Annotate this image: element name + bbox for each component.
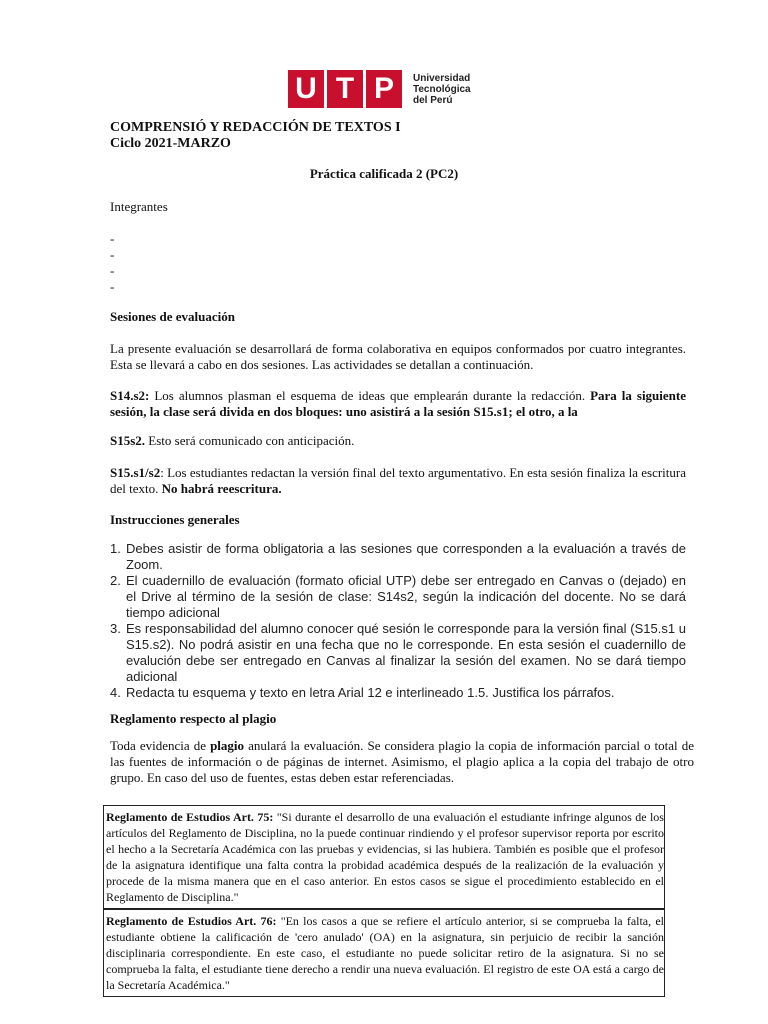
plagio-paragraph [110, 738, 694, 786]
integrante-bullet-1: - [110, 231, 115, 246]
article-75-text: "Si durante el desarrollo de una evaluación el estudiante infringe algunos de los artículos del Reglamento de Disciplina, no la puede continuar rindiendo y el profesor supervisor reporta por escrito el hecho a la Secretaría Académica con las pruebas y evidencias, si las hubiera. También es posible que el profesor de la asignatura identifique una falta contra la probidad académica después de la realización de la evaluación y procede de la misma manera que en el caso anterior. En estos casos se sigue el procedimiento establecido en el Reglamento de Disciplina." [106, 810, 664, 904]
sesiones-intro: La presente evaluación se desarrollará de forma colaborativa en equipos conformados por cuatro integrantes. Esta se llevará a cabo en dos sesiones. Las actividades se detallan a continuación. [110, 341, 686, 372]
integrante-bullet-2: - [110, 247, 115, 262]
logo-line-3: del Perú [413, 94, 453, 106]
logo-letter-t: T [327, 70, 363, 108]
article-76-text: "En los casos a que se refiere el artículo anterior, si se comprueba la falta, el estudiante obtiene la calificación de 'cero anulado' (OA) en la asignatura, sin perjuicio de recibir la sanción disciplinaria correspondiente. En este caso, el estudiante no puede solicitar retiro de la asignatura. Si no se comprueba la falta, el estudiante tiene derecho a rendir una nueva evaluación. El registro de este OA está a cargo de la Secretaría Académica." [106, 914, 664, 992]
logo-line-1: Universidad [413, 72, 471, 84]
session-s15-text: : Los estudiantes redactan la versión final del texto argumentativo. En esta sesión finaliza la escritura del texto. [110, 465, 686, 496]
instruction-number: 1. [110, 541, 121, 556]
logo-wordmark [413, 73, 471, 106]
session-s14 [110, 388, 686, 420]
plagio-heading: Reglamento respecto al plagio [110, 711, 277, 726]
logo-line-2: Tecnológica [413, 83, 471, 95]
article-76-box [103, 909, 665, 997]
session-s14-text: Los alumnos plasman el esquema de ideas que emplearán durante la redacción. [149, 388, 591, 403]
integrante-bullet-3: - [110, 263, 115, 278]
session-s15-code: S15.s1/s2 [110, 465, 161, 480]
session-s15-bold: No habrá reescritura. [161, 481, 282, 496]
session-s15s2 [110, 433, 354, 449]
session-s15s2-text: Esto será comunicado con anticipación. [145, 433, 355, 448]
session-s14-bold: Para la siguiente sesión, la clase será divida en dos bloques: uno asistirá a la sesión S15.s1; el otro, a la [110, 388, 687, 419]
instruction-number: 3. [110, 621, 121, 636]
plagio-pre: Toda evidencia de [110, 738, 211, 753]
instrucciones-list [110, 541, 686, 701]
logo-mark [288, 70, 405, 108]
session-s15s2-code: S15s2. [110, 433, 146, 448]
integrantes-label: Integrantes [110, 199, 168, 214]
utp-logo [288, 70, 471, 108]
instruction-item-2 [110, 573, 686, 621]
article-76-title: Reglamento de Estudios Art. 76: [106, 914, 277, 928]
article-75-box [103, 805, 665, 909]
instrucciones-heading: Instrucciones generales [110, 512, 240, 527]
instruction-text: El cuadernillo de evaluación (formato oficial UTP) debe ser entregado en Canvas o (dejado) en el Drive al término de la sesión de clase: S14s2, según la indicación del docente. No se dará tiempo adicional [126, 573, 686, 620]
course-header [110, 120, 401, 152]
instruction-text: Debes asistir de forma obligatoria a las sesiones que corresponden a la evaluación a través de Zoom. [126, 541, 686, 572]
instruction-item-3 [110, 621, 686, 685]
session-s14-code: S14.s2: [110, 388, 150, 403]
instruction-text: Es responsabilidad del alumno conocer qué sesión le corresponde para la versión final (S15.s1 u S15.s2). No podrá asistir en una fecha que no le corresponde. En esta sesión el cuadernillo de evalución debe ser entregado en Canvas al finalizar la sesión del examen. No se dará tiempo adicional [126, 621, 686, 684]
instruction-item-4 [110, 685, 686, 701]
course-cycle: Ciclo 2021-MARZO [110, 136, 231, 151]
course-title: COMPRENSIÓ Y REDACCIÓN DE TEXTOS I [110, 120, 401, 135]
article-75-title: Reglamento de Estudios Art. 75: [106, 810, 274, 824]
session-s15 [110, 465, 686, 497]
plagio-bold: plagio [210, 738, 245, 753]
plagio-post: anulará la evaluación. Se considera plagio la copia de información parcial o total de las fuentes de información o de páginas de internet. Asimismo, el plagio aplica a la copia del trabajo de otro grupo. En caso del uso de fuentes, estas deben estar referenciadas. [110, 738, 694, 785]
instruction-text: Redacta tu esquema y texto en letra Arial 12 e interlineado 1.5. Justifica los párrafos. [126, 685, 615, 700]
sesiones-heading: Sesiones de evaluación [110, 309, 235, 324]
instruction-number: 4. [110, 685, 121, 700]
integrante-bullet-4: - [110, 279, 115, 294]
exam-title: Práctica calificada 2 (PC2) [309, 166, 459, 181]
logo-letter-p: P [366, 70, 402, 108]
logo-letter-u: U [288, 70, 324, 108]
instruction-number: 2. [110, 573, 121, 588]
instruction-item-1 [110, 541, 686, 573]
